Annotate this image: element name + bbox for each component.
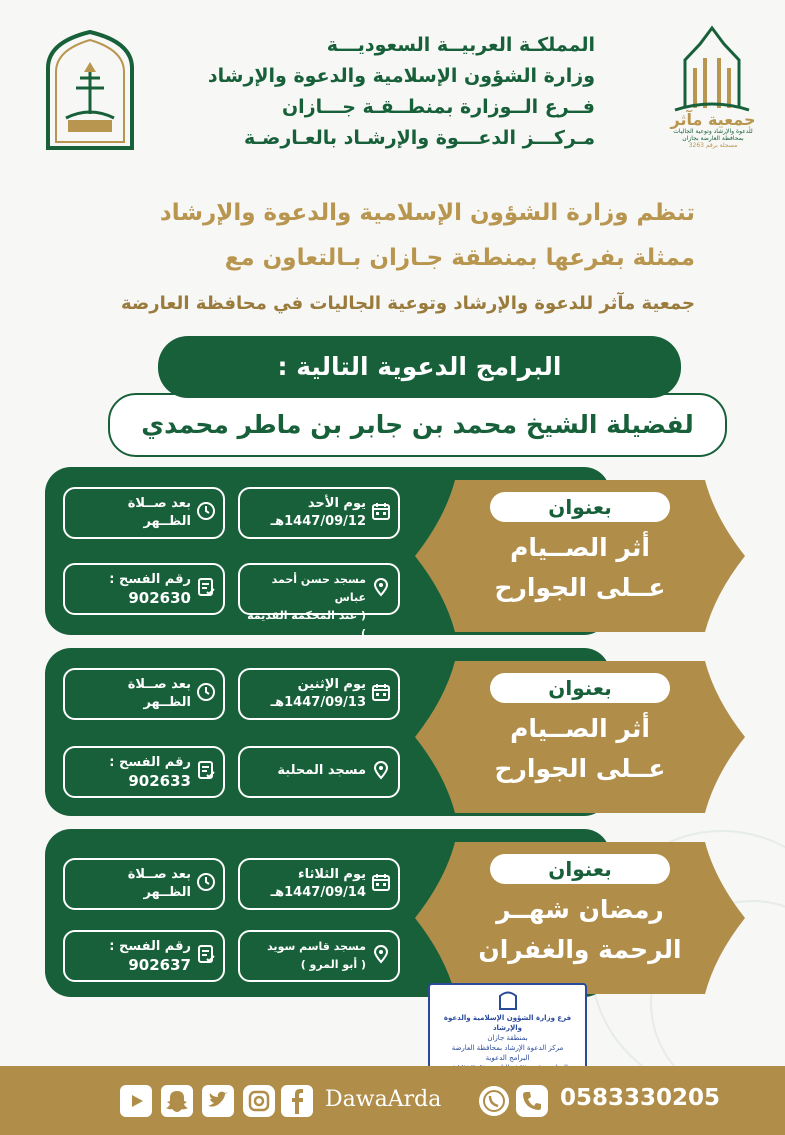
association-subtitle xyxy=(663,128,763,149)
event-date: 1447/09/14هـ xyxy=(270,885,366,900)
permit-number: 902633 xyxy=(128,772,191,790)
time-pill xyxy=(63,668,225,720)
event-date: 1447/09/13هـ xyxy=(270,695,366,710)
youtube-icon[interactable] xyxy=(119,1084,153,1118)
intro-line-3: جمعية مآثر للدعوة والإرشاد وتوعية الجاليات في محافظة العارضة xyxy=(120,293,695,314)
event-day: يوم الثلاثاء xyxy=(297,867,366,882)
permit-number: 902637 xyxy=(128,956,191,974)
phone-icon[interactable] xyxy=(515,1084,549,1118)
permit-number: 902630 xyxy=(128,589,191,607)
social-handle[interactable]: DawaArda xyxy=(325,1087,442,1112)
ministry-emblem xyxy=(44,28,136,150)
twitter-icon[interactable] xyxy=(201,1084,235,1118)
permit-pill xyxy=(63,746,225,798)
permit-label: رقم الفسح : xyxy=(109,755,191,770)
programs-title: البرامج الدعوية التالية : xyxy=(158,336,681,398)
time-line-2: الظــهر xyxy=(143,885,191,900)
event-place-note: ( عند المحكمة القديمة ) xyxy=(247,609,366,640)
time-pill xyxy=(63,858,225,910)
event-title-line-2: الرحمة والغفران xyxy=(478,935,682,964)
intro-line-1: تنظم وزارة الشؤون الإسلامية والدعوة والإرشاد xyxy=(159,200,695,226)
snapchat-icon[interactable] xyxy=(160,1084,194,1118)
stamp-line: فرع وزارة الشؤون الإسلامية والدعوة والإرشاد xyxy=(443,1014,572,1032)
event-date: 1447/09/12هـ xyxy=(270,514,366,529)
title-label: بعنوان xyxy=(490,492,670,522)
event-place: مسجد المحلبة xyxy=(277,763,366,778)
event-title-line-1: رمضان شهــر xyxy=(496,895,664,924)
place-pill xyxy=(238,746,400,798)
header-title-block xyxy=(200,30,595,154)
intro-line-2: ممثلة بفرعها بمنطقة جـازان بـالتعاون مع xyxy=(224,245,695,271)
document-icon xyxy=(196,577,216,597)
event-title-line-2: عــلى الجوارح xyxy=(494,573,666,602)
clock-icon xyxy=(196,682,216,702)
time-pill xyxy=(63,487,225,539)
stamp-emblem-icon xyxy=(498,988,518,1010)
event-place-note: ( أبو المرو ) xyxy=(300,958,366,971)
calendar-icon xyxy=(371,872,391,892)
permit-pill xyxy=(63,930,225,982)
whatsapp-icon[interactable] xyxy=(477,1084,511,1118)
place-pill xyxy=(238,930,400,982)
event-day: يوم الأحد xyxy=(307,496,366,511)
title-label: بعنوان xyxy=(490,673,670,703)
header-line: مـركـــز الدعـــوة والإرشـاد بالعـارضـة xyxy=(243,127,595,149)
day-date-pill xyxy=(238,487,400,539)
day-date-pill xyxy=(238,858,400,910)
header-line: وزارة الشؤون الإسلامية والدعوة والإرشاد xyxy=(207,65,595,87)
title-tag xyxy=(415,480,745,632)
association-name: جمعية مآثر xyxy=(670,110,756,129)
facebook-icon[interactable] xyxy=(280,1084,314,1118)
title-tag xyxy=(415,661,745,813)
location-pin-icon xyxy=(371,577,391,597)
stamp-line: البرامج الدعوية xyxy=(485,1054,530,1062)
clock-icon xyxy=(196,501,216,521)
time-line-1: بعد صــلاة xyxy=(127,496,191,511)
location-pin-icon xyxy=(371,760,391,780)
association-desc: للدعوة والإرشاد وتوعية الجاليات بمحافظة العارضة بجازان xyxy=(673,128,753,142)
calendar-icon xyxy=(371,682,391,702)
clock-icon xyxy=(196,872,216,892)
time-line-2: الظــهر xyxy=(143,514,191,529)
event-title-line-2: عــلى الجوارح xyxy=(494,754,666,783)
stamp-line: بمنطقة جازان xyxy=(487,1034,528,1042)
calendar-icon xyxy=(371,501,391,521)
permit-label: رقم الفسح : xyxy=(109,939,191,954)
phone-number[interactable]: 0583330205 xyxy=(560,1085,721,1111)
time-line-1: بعد صــلاة xyxy=(127,867,191,882)
sheikh-name: لفضيلة الشيخ محمد بن جابر بن ماطر محمدي xyxy=(108,393,727,457)
document-icon xyxy=(196,760,216,780)
association-reg: مسجلة برقم 3263 xyxy=(688,142,738,149)
event-place: مسجد حسن أحمد عباس xyxy=(271,573,366,604)
event-place: مسجد قاسم سويد xyxy=(267,940,366,953)
document-icon xyxy=(196,944,216,964)
event-title-line-1: أثر الصــيام xyxy=(510,533,650,562)
time-line-2: الظــهر xyxy=(143,695,191,710)
permit-label: رقم الفسح : xyxy=(109,572,191,587)
header-line: فــرع الــوزارة بمنطــقـة جـــازان xyxy=(281,96,595,118)
instagram-icon[interactable] xyxy=(242,1084,276,1118)
header-line: المملكـة العربيــة السعوديـــة xyxy=(326,34,595,56)
event-title-line-1: أثر الصــيام xyxy=(510,714,650,743)
day-date-pill xyxy=(238,668,400,720)
location-pin-icon xyxy=(371,944,391,964)
title-label: بعنوان xyxy=(490,854,670,884)
place-pill xyxy=(238,563,400,640)
event-day: يوم الإثنين xyxy=(297,677,366,692)
time-line-1: بعد صــلاة xyxy=(127,677,191,692)
stamp-line: مركز الدعوة الإرشاد بمحافظة العارضة xyxy=(451,1044,564,1052)
title-tag xyxy=(415,842,745,994)
permit-pill xyxy=(63,563,225,615)
